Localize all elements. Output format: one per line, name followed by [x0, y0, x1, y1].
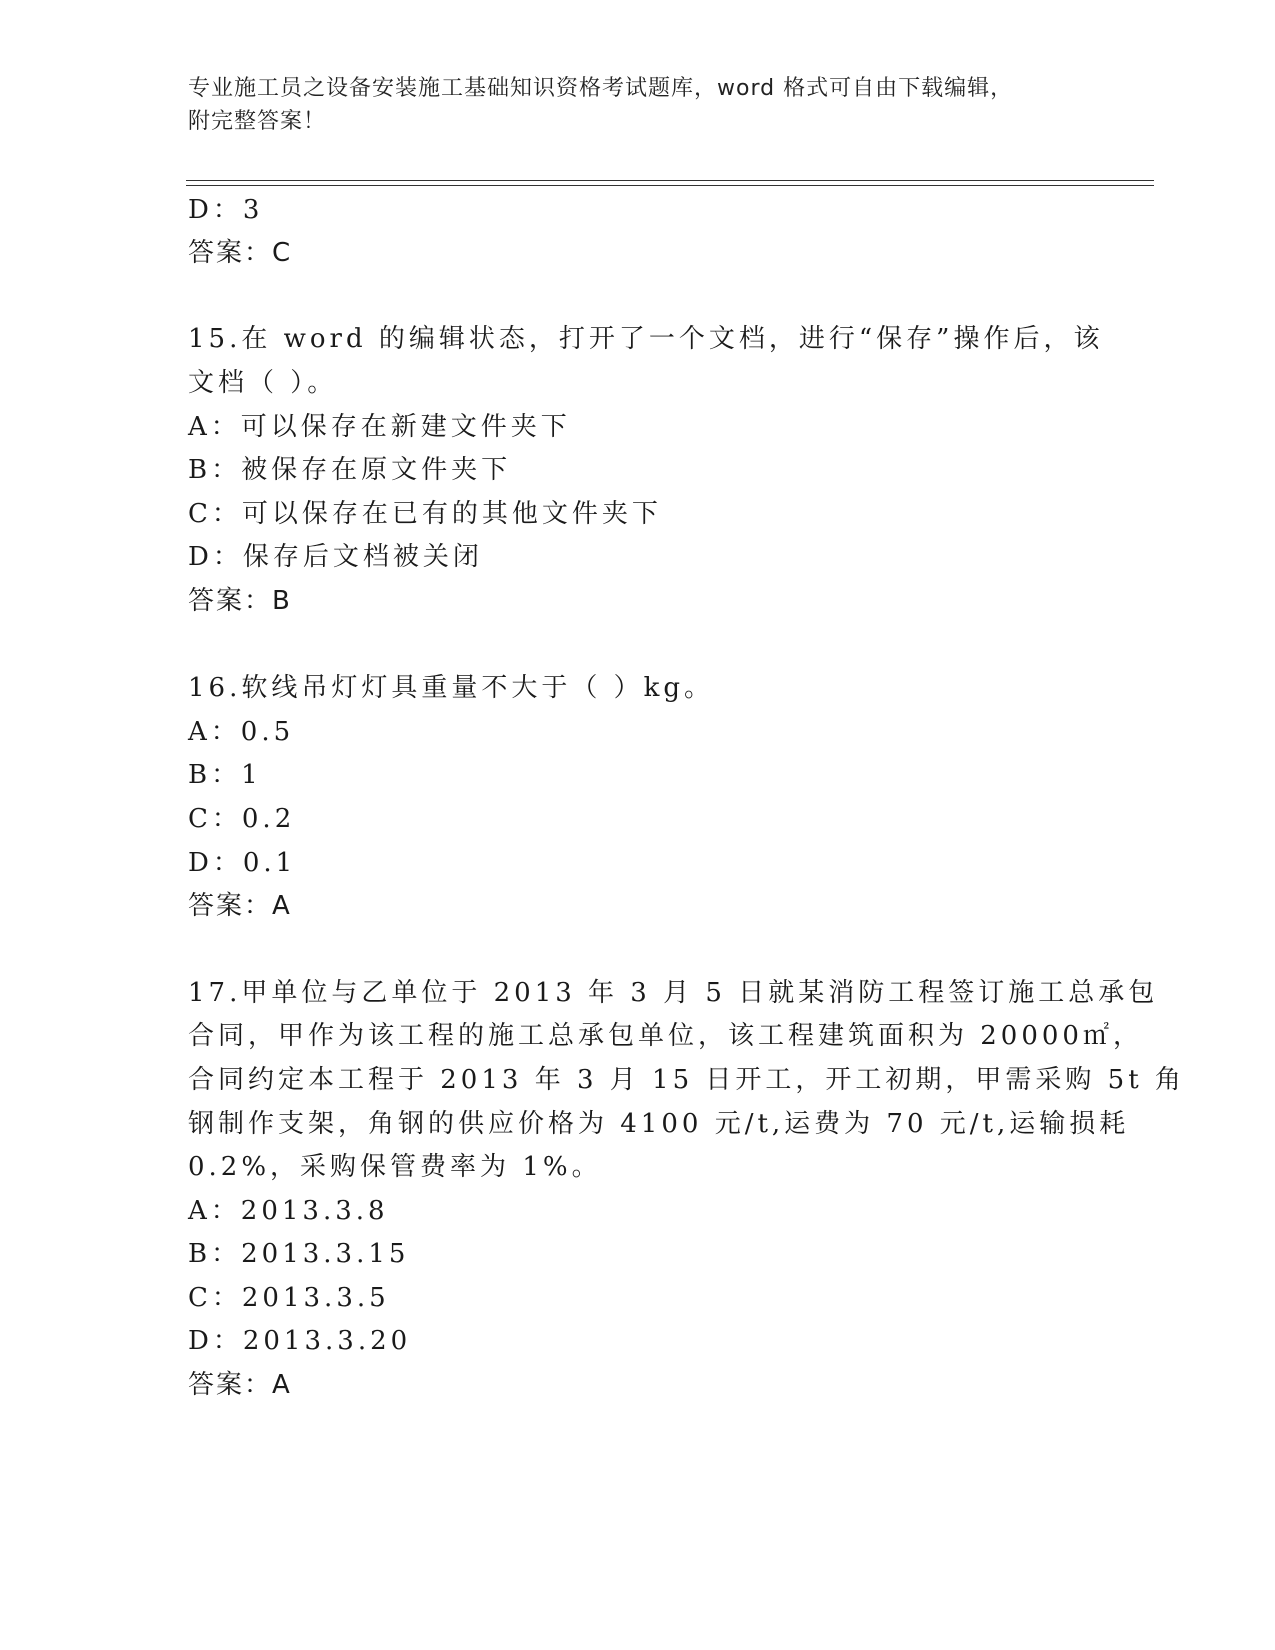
q17-option-c: C：2013.3.5: [188, 1283, 390, 1313]
document-header: [188, 72, 1068, 138]
q16-option-d: D：0.1: [188, 848, 297, 878]
prev-option-d: D：3: [188, 195, 264, 225]
q17-option-d: D：2013.3.20: [188, 1326, 412, 1356]
header-divider-bottom: [186, 185, 1154, 186]
q17-stem-line-5: 0.2%，采购保管费率为 1%。: [188, 1152, 602, 1182]
q16-option-b: B：1: [188, 760, 262, 790]
q17-stem-line-3: 合同约定本工程于 2013 年 3 月 15 日开工，开工初期，甲需采购 5t 角: [188, 1065, 1185, 1095]
q17-answer: 答案：A: [188, 1370, 292, 1400]
q15-stem-line-1: 15.在 word 的编辑状态，打开了一个文档，进行“保存”操作后，该: [188, 324, 1104, 354]
q17-option-b: B：2013.3.15: [188, 1239, 410, 1269]
q15-option-a: A：可以保存在新建文件夹下: [188, 412, 571, 442]
q16-option-a: A：0.5: [188, 717, 295, 747]
q16-option-c: C：0.2: [188, 804, 296, 834]
q16-stem-line-1: 16.软线吊灯灯具重量不大于（ ）kg。: [188, 673, 715, 703]
q15-stem-line-2: 文档（ ）。: [188, 368, 338, 398]
prev-answer: 答案：C: [188, 238, 293, 268]
header-line-1: 专业施工员之设备安装施工基础知识资格考试题库，word 格式可自由下载编辑，: [188, 76, 1014, 101]
q17-option-a: A：2013.3.8: [188, 1196, 389, 1226]
q15-option-b: B：被保存在原文件夹下: [188, 455, 512, 485]
header-divider-top: [186, 180, 1154, 181]
q16-answer: 答案：A: [188, 891, 292, 921]
q17-stem-line-4: 钢制作支架，角钢的供应价格为 4100 元/t,运费为 70 元/t,运输损耗: [188, 1109, 1130, 1139]
q15-answer: 答案：B: [188, 586, 292, 616]
q15-option-d: D：保存后文档被关闭: [188, 542, 483, 572]
q17-stem-line-2: 合同，甲作为该工程的施工总承包单位，该工程建筑面积为 20000㎡，: [188, 1021, 1143, 1051]
q17-stem-line-1: 17.甲单位与乙单位于 2013 年 3 月 5 日就某消防工程签订施工总承包: [188, 978, 1159, 1008]
header-line-2: 附完整答案！: [188, 109, 327, 134]
q15-option-c: C：可以保存在已有的其他文件夹下: [188, 499, 662, 529]
